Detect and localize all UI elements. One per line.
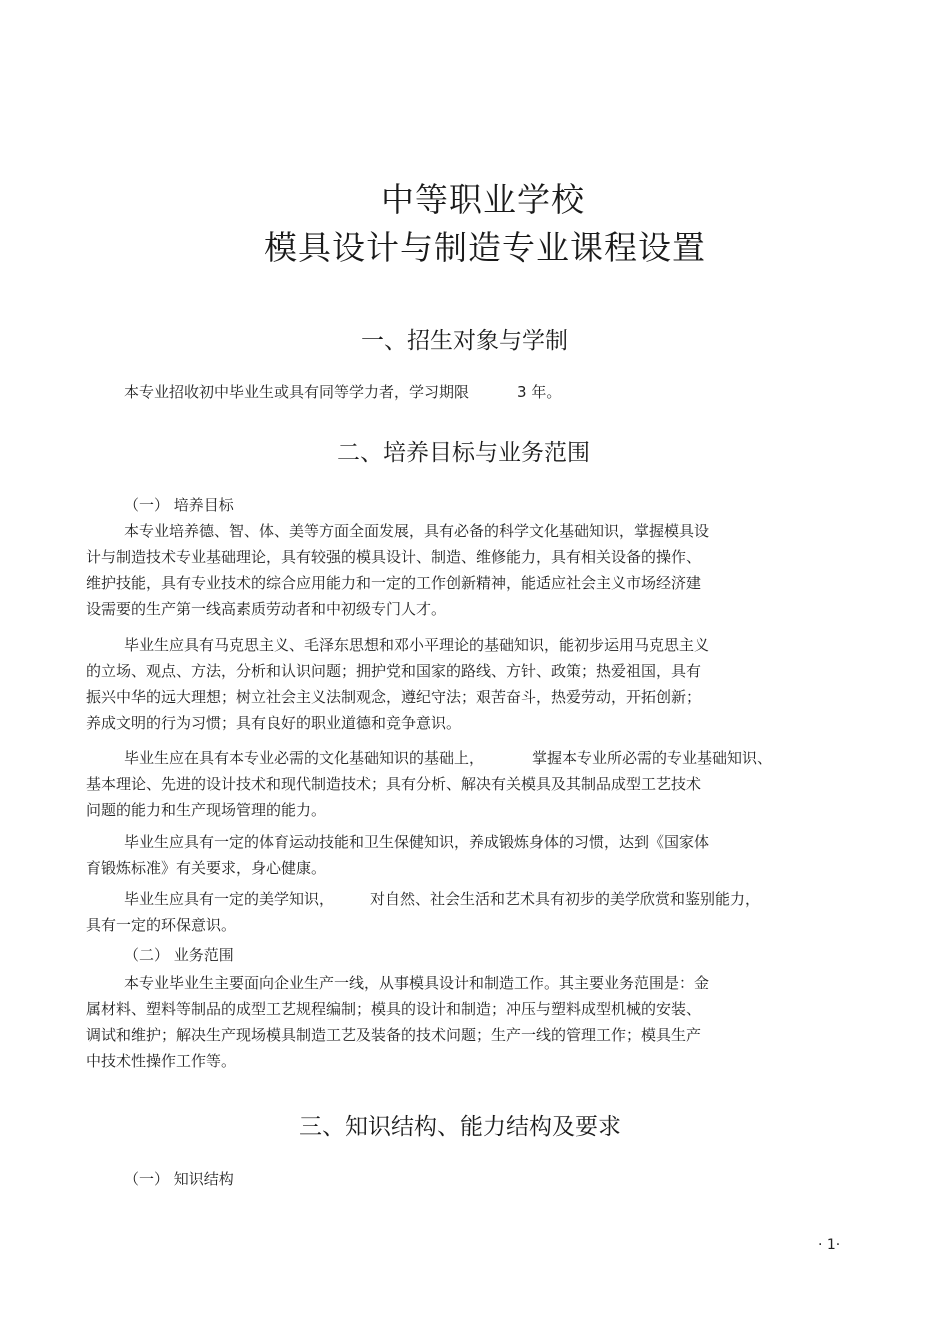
paragraph-line: 维护技能，具有专业技术的综合应用能力和一定的工作创新精神，能适应社会主义市场经济建 [86, 574, 702, 592]
section-heading-1: 一、招生对象与学制 [361, 328, 568, 354]
section1-text [124, 379, 561, 405]
paragraph-line [86, 745, 772, 771]
paragraph-4 [86, 829, 709, 881]
paragraph-line: 本专业毕业生主要面向企业生产一线，从事模具设计和制造工作。其主要业务范围是：金 [124, 974, 710, 992]
paragraph-line: 的立场、观点、方法，分析和认识问题；拥护党和国家的路线、方针、政策；热爱祖国，具有 [86, 662, 702, 680]
subheading-training-goals: （一） 培养目标 [124, 496, 234, 514]
paragraph-line: 属材料、塑料等制品的成型工艺规程编制；模具的设计和制造；冲压与塑料成型机械的安装、 [86, 1000, 702, 1018]
paragraph-line [86, 886, 760, 912]
paragraph-line: 调试和维护；解决生产现场模具制造工艺及装备的技术问题；生产一线的管理工作；模具生产 [86, 1026, 702, 1044]
paragraph-line: 本专业培养德、智、体、美等方面全面发展，具有必备的科学文化基础知识，掌握模具设 [124, 522, 710, 540]
paragraph-2 [86, 632, 709, 736]
paragraph-line: 育锻炼标准》有关要求，身心健康。 [86, 859, 327, 877]
paragraph-line: 振兴中华的远大理想；树立社会主义法制观念，遵纪守法；艰苦奋斗，热爱劳动，开拓创新； [86, 688, 702, 706]
section1-text-b: 3 年。 [517, 383, 562, 401]
paragraph-line: 中技术性操作工作等。 [86, 1052, 237, 1070]
paragraph-line: 计与制造技术专业基础理论，具有较强的模具设计、制造、维修能力，具有相关设备的操作、 [86, 548, 702, 566]
subheading-knowledge-structure: （一） 知识结构 [124, 1170, 234, 1188]
paragraph-line: 具有一定的环保意识。 [86, 916, 237, 934]
page-number: · 1· [818, 1237, 841, 1253]
section-heading-2: 二、培养目标与业务范围 [337, 440, 590, 466]
paragraph-3-part-b: 掌握本专业所必需的专业基础知识、 [532, 749, 773, 767]
paragraph-5-part-a: 毕业生应具有一定的美学知识， [124, 890, 335, 908]
paragraph-5 [86, 886, 760, 938]
paragraph-line: 问题的能力和生产现场管理的能力。 [86, 801, 327, 819]
paragraph-3 [86, 745, 772, 823]
paragraph-line: 毕业生应具有一定的体育运动技能和卫生保健知识，养成锻炼身体的习惯，达到《国家体 [124, 833, 710, 851]
title-line-2: 模具设计与制造专业课程设置 [264, 228, 706, 267]
section-heading-3: 三、知识结构、能力结构及要求 [299, 1114, 621, 1140]
paragraph-5-part-b: 对自然、社会生活和艺术具有初步的美学欣赏和鉴别能力， [370, 890, 761, 908]
paragraph-1 [86, 518, 709, 622]
paragraph-3-part-a: 毕业生应在具有本专业必需的文化基础知识的基础上， [124, 749, 485, 767]
subheading-business-scope: （二） 业务范围 [124, 946, 234, 964]
paragraph-line: 毕业生应具有马克思主义、毛泽东思想和邓小平理论的基础知识，能初步运用马克思主义 [124, 636, 710, 654]
paragraph-line: 基本理论、先进的设计技术和现代制造技术；具有分析、解决有关模具及其制品成型工艺技术 [86, 775, 702, 793]
paragraph-line: 养成文明的行为习惯；具有良好的职业道德和竞争意识。 [86, 714, 462, 732]
paragraph-line: 设需要的生产第一线高素质劳动者和中初级专门人才。 [86, 600, 447, 618]
section1-text-a: 本专业招收初中毕业生或具有同等学力者，学习期限 [124, 383, 470, 401]
title-line-1: 中等职业学校 [381, 180, 585, 219]
paragraph-6 [86, 970, 709, 1074]
